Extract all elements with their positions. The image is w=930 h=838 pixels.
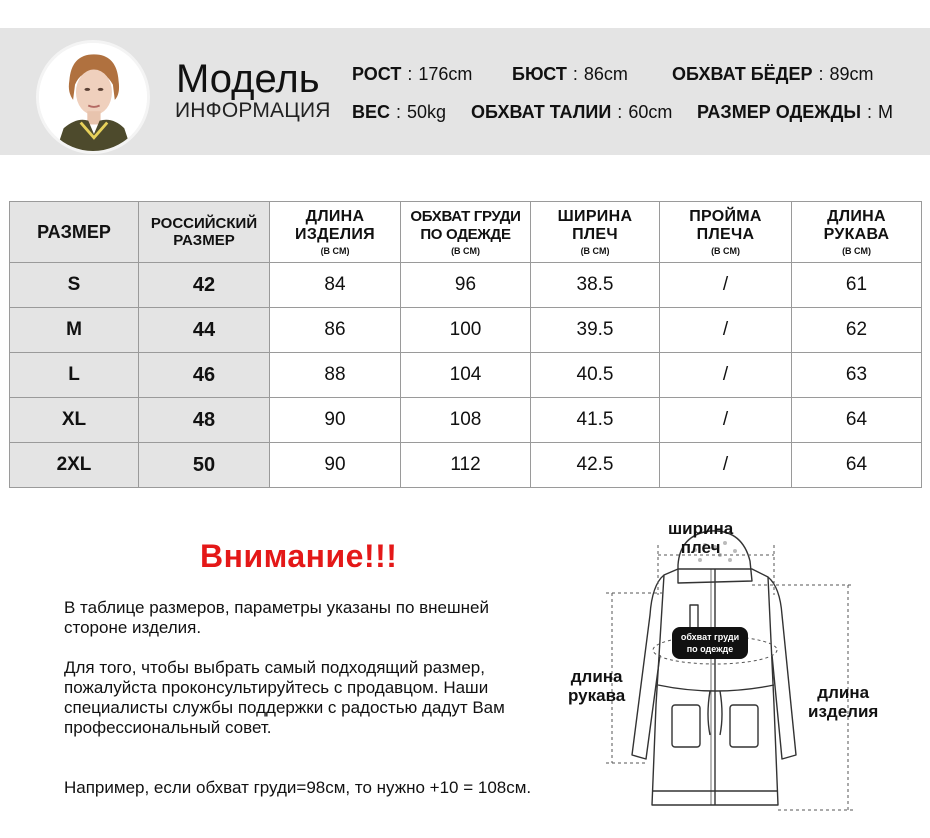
notice-paragraph-2: Для того, чтобы выбрать самый подходящий размер, пожалуйста проконсультируйтесь с продавцом. Наши специалисты службы поддержки с радостью дадут Вам профессиональный совет.: [64, 658, 505, 737]
model-subtitle: ИНФОРМАЦИЯ: [175, 99, 331, 122]
header-sleeve-length: ДЛИНА РУКАВА (В СМ): [792, 202, 922, 263]
cell-sleeve: 64: [792, 443, 922, 488]
model-avatar: [36, 40, 150, 154]
cell-shoulder: 38.5: [531, 263, 660, 308]
stat-value: 50kg: [407, 102, 447, 122]
header-chest: ОБХВАТ ГРУДИ ПО ОДЕЖДЕ (В СМ): [401, 202, 531, 263]
diagram-label-shoulder: ширина плеч: [668, 519, 734, 557]
coat-measurement-diagram: [560, 505, 930, 838]
cell-shoulder: 39.5: [531, 308, 660, 353]
cell-size: 2XL: [10, 443, 139, 488]
stat-value: 86cm: [583, 64, 628, 84]
table-header-row: [10, 202, 922, 263]
cell-russian-size: 42: [139, 263, 270, 308]
stat-label: ВЕС: [352, 102, 391, 122]
cell-chest: 104: [401, 353, 531, 398]
stat-label: РОСТ: [352, 64, 402, 84]
cell-armhole: /: [660, 353, 792, 398]
table-row: [10, 398, 922, 443]
stat-value: 60cm: [628, 102, 673, 122]
header-shoulder-width: ШИРИНА ПЛЕЧ (В СМ): [531, 202, 660, 263]
model-info-band: [0, 28, 930, 155]
stat-label: ОБХВАТ БЁДЕР: [672, 64, 813, 84]
stat-label: БЮСТ: [512, 64, 567, 84]
cell-armhole: /: [660, 263, 792, 308]
cell-armhole: /: [660, 443, 792, 488]
header-size: РАЗМЕР: [10, 202, 139, 263]
table-row: [10, 443, 922, 488]
cell-russian-size: 46: [139, 353, 270, 398]
cell-russian-size: 44: [139, 308, 270, 353]
stat-waist: ОБХВАТ ТАЛИИ : 60cm: [471, 102, 673, 122]
stat-clothing-size: РАЗМЕР ОДЕЖДЫ : M: [697, 102, 894, 122]
diagram-label-chest: обхват груди по одежде: [672, 627, 748, 659]
stat-hips: ОБХВАТ БЁДЕР : 89cm: [672, 64, 874, 84]
header-russian-size: РОССИЙСКИЙ РАЗМЕР: [139, 202, 270, 263]
stat-value: 176cm: [418, 64, 473, 84]
header-length: ДЛИНА ИЗДЕЛИЯ (В СМ): [270, 202, 401, 263]
notice-paragraph-1: В таблице размеров, параметры указаны по внешней стороне изделия.: [64, 598, 489, 637]
cell-sleeve: 61: [792, 263, 922, 308]
table-row: [10, 263, 922, 308]
cell-size: L: [10, 353, 139, 398]
model-title: Модель: [176, 57, 320, 101]
cell-chest: 96: [401, 263, 531, 308]
cell-shoulder: 40.5: [531, 353, 660, 398]
stat-value: 89cm: [829, 64, 874, 84]
stat-value: M: [878, 102, 894, 122]
cell-sleeve: 62: [792, 308, 922, 353]
table-row: [10, 308, 922, 353]
cell-sleeve: 63: [792, 353, 922, 398]
stat-label: ОБХВАТ ТАЛИИ: [471, 102, 612, 122]
cell-length: 84: [270, 263, 401, 308]
cell-length: 90: [270, 398, 401, 443]
stat-height: РОСТ : 176cm: [352, 64, 473, 84]
header-armhole: ПРОЙМА ПЛЕЧА (В СМ): [660, 202, 792, 263]
stat-label: РАЗМЕР ОДЕЖДЫ: [697, 102, 862, 122]
diagram-label-sleeve: длина рукава: [568, 667, 626, 705]
cell-chest: 108: [401, 398, 531, 443]
cell-chest: 100: [401, 308, 531, 353]
cell-shoulder: 41.5: [531, 398, 660, 443]
attention-heading: Внимание!!!: [200, 538, 398, 574]
cell-size: S: [10, 263, 139, 308]
stat-weight: ВЕС : 50kg: [352, 102, 447, 122]
cell-shoulder: 42.5: [531, 443, 660, 488]
stat-bust: БЮСТ : 86cm: [512, 64, 628, 84]
cell-russian-size: 48: [139, 398, 270, 443]
cell-size: XL: [10, 398, 139, 443]
model-photo-icon: [39, 43, 147, 151]
cell-length: 86: [270, 308, 401, 353]
cell-length: 88: [270, 353, 401, 398]
cell-chest: 112: [401, 443, 531, 488]
cell-armhole: /: [660, 308, 792, 353]
cell-length: 90: [270, 443, 401, 488]
diagram-label-length: длина изделия: [808, 683, 879, 721]
notice-paragraph-3: Например, если обхват груди=98см, то нужно +10 = 108см.: [64, 778, 532, 797]
size-table: [9, 201, 922, 488]
cell-sleeve: 64: [792, 398, 922, 443]
cell-armhole: /: [660, 398, 792, 443]
cell-size: M: [10, 308, 139, 353]
table-row: [10, 353, 922, 398]
cell-russian-size: 50: [139, 443, 270, 488]
